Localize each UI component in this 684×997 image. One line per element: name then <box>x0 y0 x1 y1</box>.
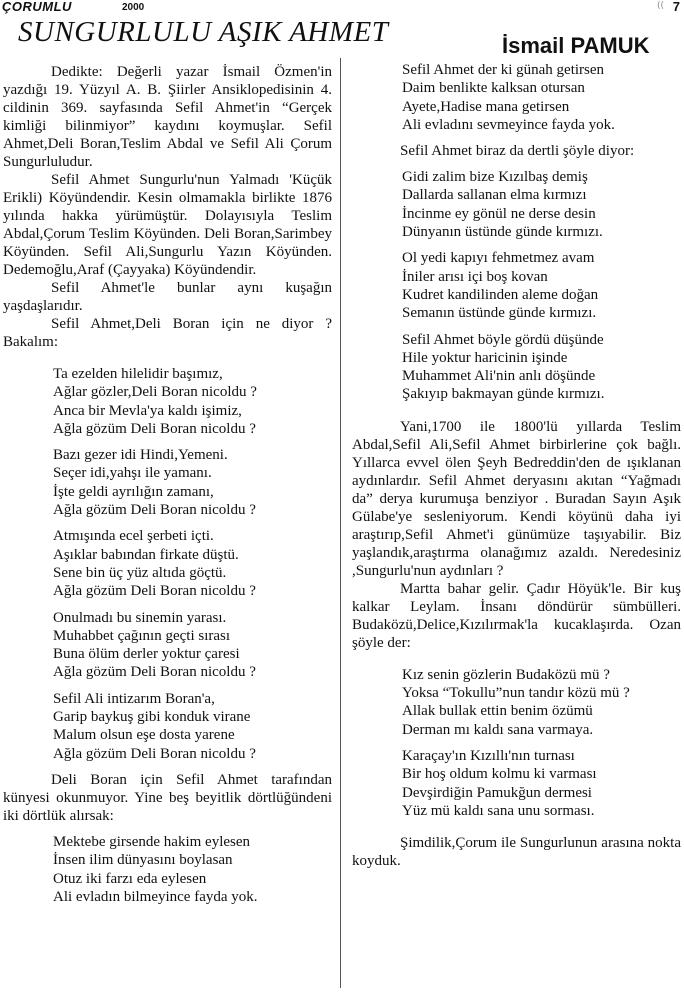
paragraph: Sefil Ahmet'le bunlar aynı kuşağın yaşdaşlarıdır. <box>3 280 332 314</box>
verse-line: Ağlar gözler,Deli Boran nicoldu ? <box>53 384 257 401</box>
verse-line: Atmışında ecel şerbeti içti. <box>53 528 214 545</box>
stanza <box>352 61 681 134</box>
verse-line: Ağla gözüm Deli Boran nicoldu ? <box>53 502 256 519</box>
paragraph: Sefil Ahmet Sungurlu'nun Yalmadı 'Küçük Erikli) Köyündendir. Kesin olmamakla birlikte 1876 yılında hakka yürümüştür. Dolayısıyla Teslim Abdal,Çorum Teslim Köyünden. Deli Boran,Sarimbey Köyünden. Sefil Ali,Sungurlu Yazın Köyünden. Dedemoğlu,Araf (Çayyaka) Köyündendir. <box>3 172 332 278</box>
stanza <box>352 168 681 241</box>
paragraph: Şimdilik,Çorum ile Sungurlunun arasına nokta koyduk. <box>352 835 681 870</box>
verse-line: Otuz iki farzı eda eylesen <box>53 870 207 887</box>
stanza <box>3 609 332 682</box>
issue-year: 2000 <box>122 2 145 13</box>
stanza <box>3 690 332 763</box>
verse-line: Muhabbet çağının geçti sırası <box>53 627 231 644</box>
verse-line: Dallarda sallanan elma kırmızı <box>402 187 587 204</box>
verse-line: Bir hoş oldum kolmu ki varması <box>402 766 597 783</box>
verse-line: Ağla gözüm Deli Boran nicoldu ? <box>53 664 256 681</box>
verse-line: Yüz mü kaldı sana unu sorması. <box>402 802 595 819</box>
verse-line: Şakıyıp bakmayan günde kırmızı. <box>402 386 605 403</box>
verse-line: Daim benlikte kalksan otursan <box>402 80 585 97</box>
paragraph: Sefil Ahmet,Deli Boran için ne diyor ? Bakalım: <box>3 316 332 350</box>
stanza <box>352 331 681 404</box>
verse-line: Karaçay'ın Kızıllı'nın turnası <box>402 747 575 764</box>
verse-line: Hile yoktur haricinin işinde <box>402 349 568 366</box>
verse-line: Aşıklar babından firkate düştü. <box>53 546 239 563</box>
verse-line: Ali evladın bilmeyince fayda yok. <box>53 888 258 905</box>
verse-line: Dünyanın üstünde günde kırmızı. <box>402 224 603 241</box>
article-title: SUNGURLULU AŞIK AHMET <box>18 16 389 48</box>
verse-line: Ayete,Hadise mana getirsen <box>402 98 570 115</box>
verse-line: Bazı gezer idi Hindi,Yemeni. <box>53 447 228 464</box>
verse-line: İnsen ilim dünyasını boylasan <box>53 852 233 869</box>
right-column <box>352 61 681 870</box>
verse-line: İniler arısı içi boş kovan <box>402 268 548 285</box>
paragraph: Sefil Ahmet biraz da dertli şöyle diyor: <box>400 143 635 160</box>
verse-line: Allak bullak ettin benim özümü <box>402 703 593 720</box>
verse-line: Anca bir Mevla'ya kaldı işimiz, <box>53 402 242 419</box>
stanza <box>352 249 681 322</box>
verse-line: Devşirdiğin Pamukğun dermesi <box>402 784 592 801</box>
paragraph: Yani,1700 ile 1800'lü yıllarda Teslim Abdal,Sefil Ali,Sefil Ahmet birbirlerine çok bağlı. Yıllarca evvel ölen Şeyh Bedreddin'den de ışıklanan aydınlardır. Sefil Ahmet deryasını akıtan “Yağmadı da” derya kurumuşa benziyor . Buradan Sayın Aşık Gülabe'ye sesleniyorum. Kendi köyünü daha iyi araştırıp,Sefil Ahmet'i günümüze taşıyabilir. Biz yaşlandık,araştırma olanağımız azaldı. Neredesiniz ,Sungurlu'nun aydınları ? <box>352 418 681 579</box>
verse-line: Mektebe girsende hakim eylesen <box>53 833 251 850</box>
stanza <box>3 527 332 600</box>
verse-line: Kudret kandilinden aleme doğan <box>402 286 599 303</box>
verse-line: Garip baykuş gibi konduk virane <box>53 709 251 726</box>
paragraph: Dedikte: Değerli yazar İsmail Özmen'in yazdığı 19. Yüzyıl A. B. Şiirler Ansiklopedisinin 4. cildinin 369. sayfasında Sefil Ahmet'in “Gerçek kimliği bilinmiyor” kaydını koymuşlar. Sefil Ahmet,Deli Boran,Teslim Abdal ve Sefil Ali Çorum Sungurluludur. <box>3 64 332 170</box>
verse-line: Sefil Ahmet böyle gördü düşünde <box>402 331 604 348</box>
verse-line: Ağla gözüm Deli Boran nicoldu ? <box>53 583 256 600</box>
page-header <box>0 0 684 14</box>
verse-line: Semanın üstünde günde kırmızı. <box>402 305 597 322</box>
verse-line: Sefil Ahmet der ki günah getirsen <box>402 62 605 78</box>
verse-line: Sefil Ali intizarım Boran'a, <box>53 690 215 707</box>
header-ornament: (( <box>656 1 664 11</box>
verse-line: Buna ölüm derler yoktur çaresi <box>53 646 240 663</box>
verse-line: Malum olsun eşe dosta yarene <box>53 727 235 744</box>
stanza <box>3 446 332 519</box>
verse-line: Ta ezelden hilelidir başımız, <box>53 366 223 382</box>
paragraph: Martta bahar gelir. Çadır Höyük'le. Bir kuş kalkar Leylam. İnsanı döndürür sümbülleri. Budaközü,Delice,Kızılırmak'la kucaklaşırda. Ozan şöyle der: <box>352 580 681 651</box>
column-divider <box>340 58 341 988</box>
verse-line: Ağla gözüm Deli Boran nicoldu ? <box>53 420 256 437</box>
verse-line: Kız senin gözlerin Budaközü mü ? <box>402 666 610 683</box>
paragraph: Deli Boran için Sefil Ahmet tarafından künyesi okunmuyor. Yine beş beyitlik dörtlüğündeni iki dörtlük alırsak: <box>3 771 332 824</box>
stanza <box>352 666 681 739</box>
verse-line: Onulmadı bu sinemin yarası. <box>53 609 227 626</box>
verse-line: İşte geldi ayrılığın zamanı, <box>53 483 214 500</box>
page-number: 7 <box>672 0 680 14</box>
verse-line: Ağla gözüm Deli Boran nicoldu ? <box>53 745 256 762</box>
stanza <box>3 833 332 906</box>
magazine-name: ÇORUMLU <box>2 0 72 14</box>
verse-line: Yoksa “Tokullu”nun tandır közü mü ? <box>402 685 630 702</box>
stanza <box>352 747 681 820</box>
article-author: İsmail PAMUK <box>502 33 650 58</box>
verse-line: Ali evladını sevmeyince fayda yok. <box>402 116 615 133</box>
stanza <box>3 365 332 438</box>
verse-line: Gidi zalim bize Kızılbaş demiş <box>402 169 588 186</box>
left-column <box>3 63 332 906</box>
verse-line: Sene bin üç yüz altıda göçtü. <box>53 564 227 581</box>
verse-line: İncinme ey gönül ne derse desin <box>402 205 596 222</box>
verse-line: Muhammet Ali'nin anlı döşünde <box>402 368 596 385</box>
verse-line: Derman mı kaldı sana varmaya. <box>402 721 594 738</box>
verse-line: Ol yedi kapıyı fehmetmez avam <box>402 250 595 267</box>
verse-line: Seçer idi,yahşı ile yamanı. <box>53 465 212 482</box>
